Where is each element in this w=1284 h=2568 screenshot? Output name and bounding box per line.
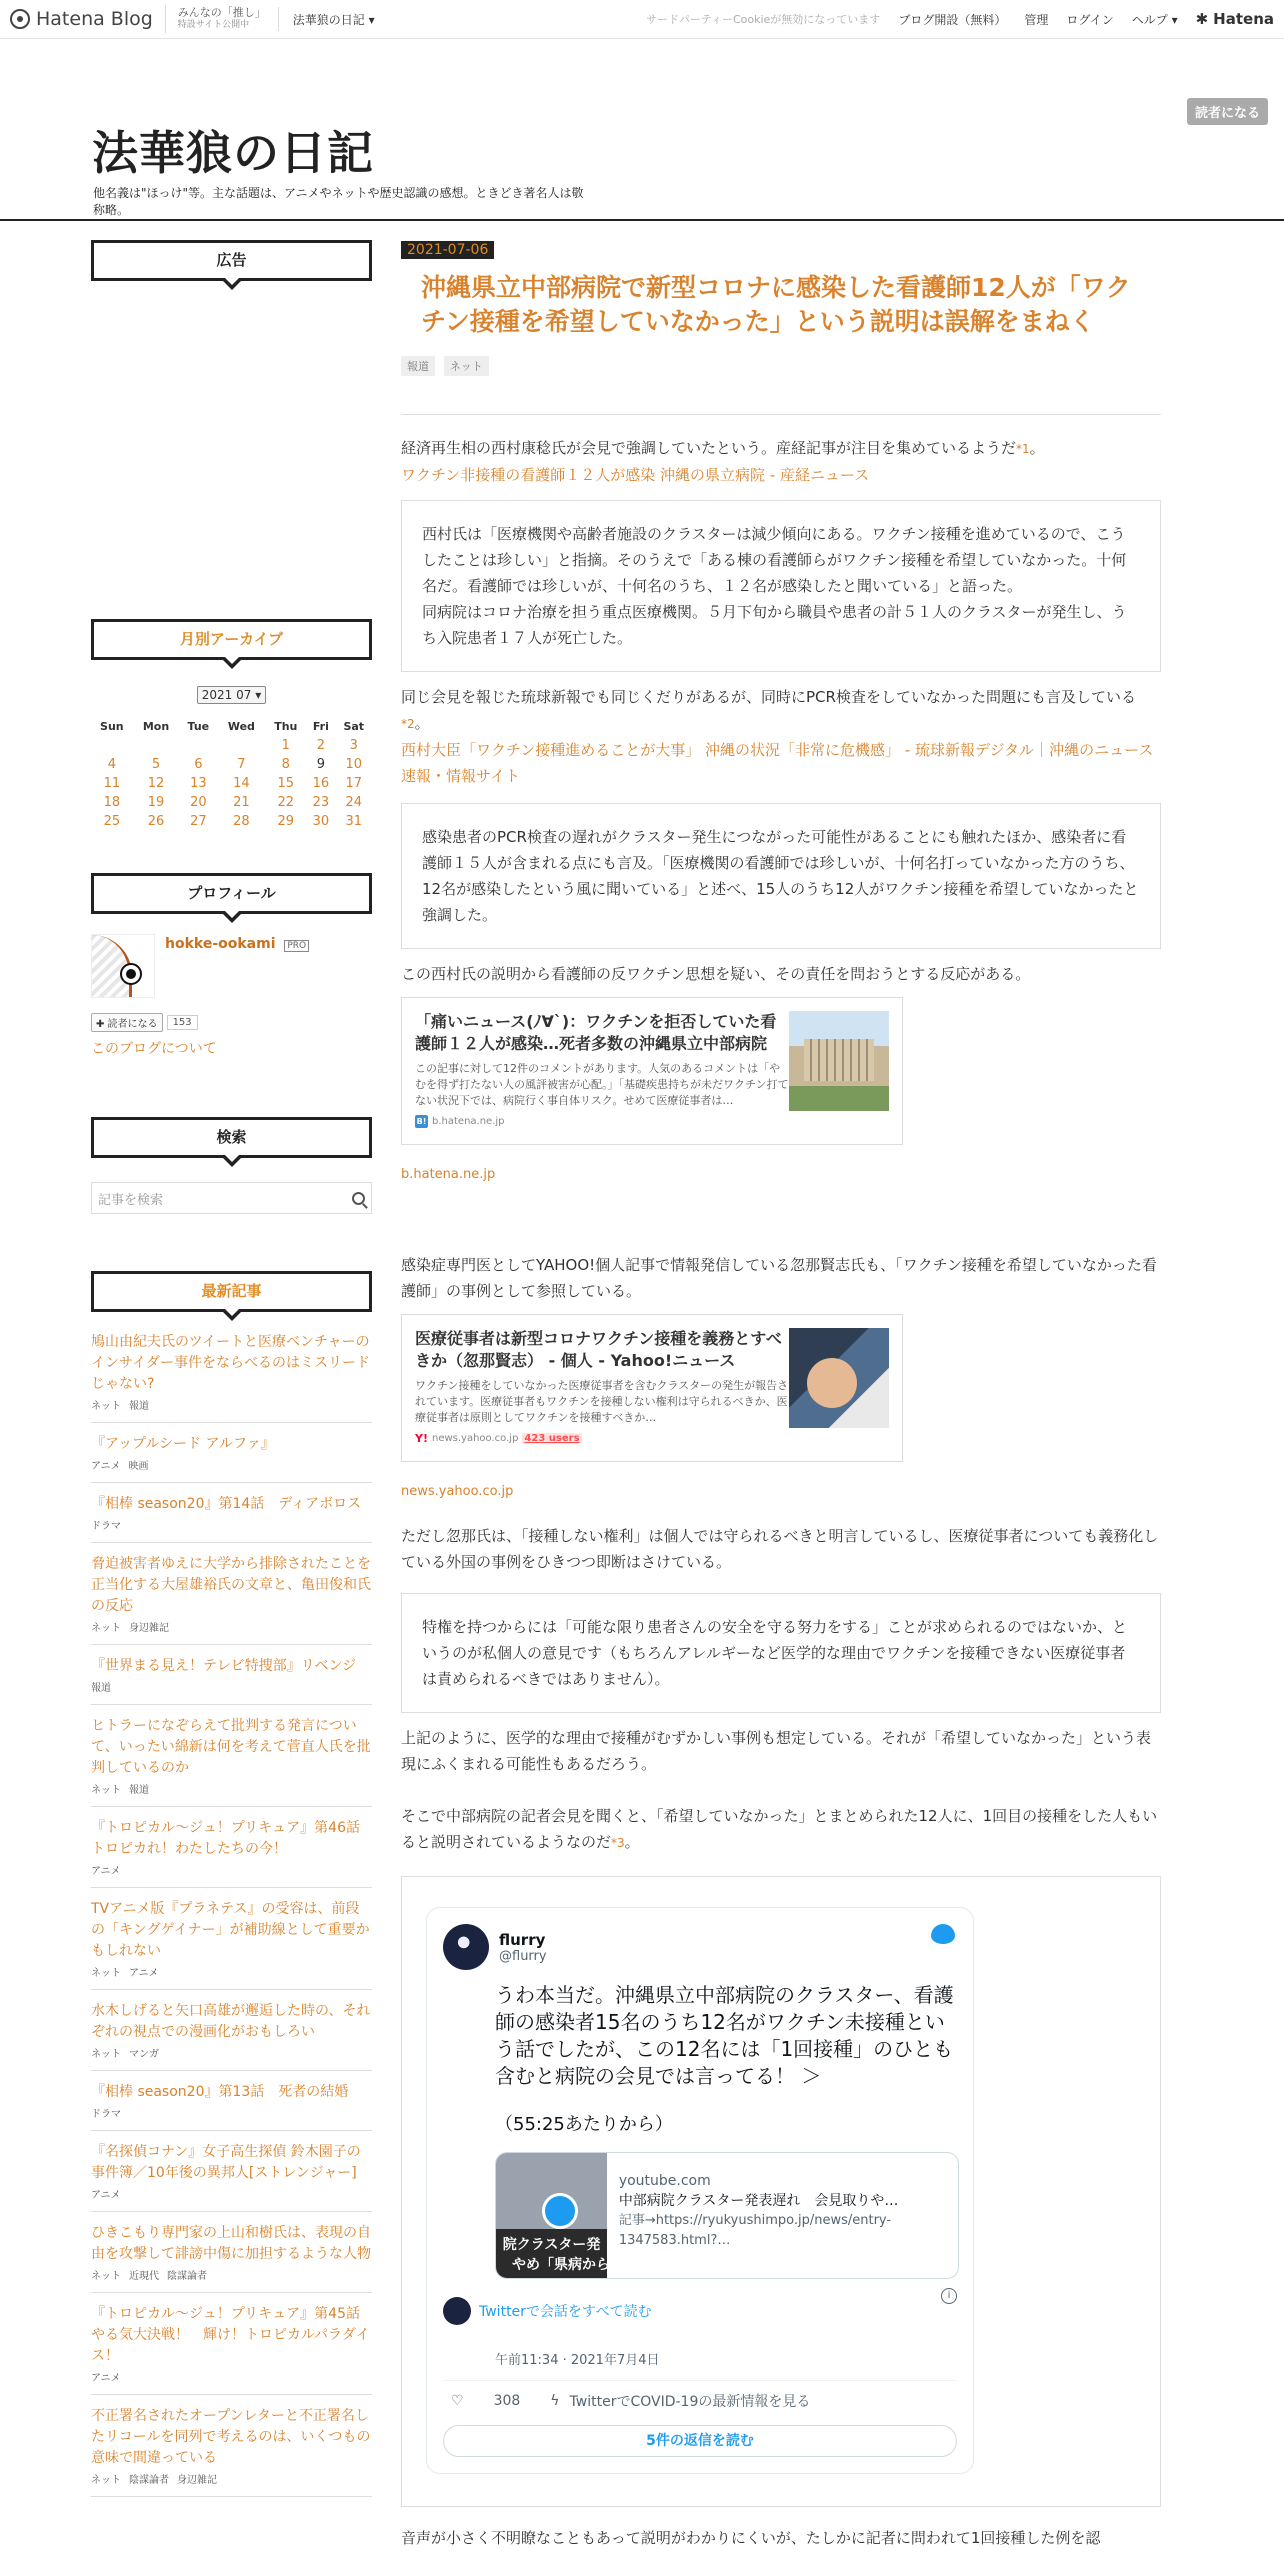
subscribe-button[interactable]: 読者になる bbox=[1187, 98, 1268, 125]
search-input[interactable] bbox=[91, 1182, 372, 1214]
calendar-day[interactable]: 24 bbox=[345, 795, 363, 810]
recent-entry bbox=[91, 1807, 372, 1888]
recent-entry-title[interactable]: 『相棒 season20』第13話 死者の結婚 bbox=[91, 2084, 349, 2100]
embedded-tweet[interactable] bbox=[426, 1907, 974, 2474]
article bbox=[401, 240, 1161, 2551]
blog-menu-dropdown[interactable]: 法華狼の日記 ▾ bbox=[292, 12, 375, 27]
calendar-day[interactable]: 28 bbox=[233, 814, 250, 829]
recent-entry-category[interactable]: 身辺雑記 bbox=[177, 2475, 217, 2486]
calendar-day[interactable]: 26 bbox=[147, 814, 165, 829]
recent-entry-category[interactable]: 映画 bbox=[128, 1461, 149, 1472]
search-placeholder: 記事を検索 bbox=[98, 1192, 164, 1208]
archive-module bbox=[91, 619, 372, 831]
recent-entry bbox=[91, 2395, 372, 2497]
calendar-day bbox=[179, 736, 217, 755]
recent-entry-category[interactable]: 報道 bbox=[129, 1401, 149, 1412]
recent-entry bbox=[91, 1705, 372, 1807]
twitter-bird-icon[interactable] bbox=[931, 1924, 955, 1944]
help-dropdown[interactable]: ヘルプ ▾ bbox=[1131, 12, 1178, 27]
weekday-header: Sun bbox=[100, 719, 124, 733]
embedded-tweet-container bbox=[401, 1876, 1161, 2507]
recent-entry bbox=[91, 2212, 372, 2293]
recent-entry-title[interactable]: ひきこもり専門家の上山和樹氏は、表現の自由を攻撃して誹謗中傷に加担するような人物 bbox=[91, 2225, 371, 2262]
archive-title: 月別アーカイブ bbox=[91, 619, 372, 660]
paragraph: 感染症専門医としてYAHOO!個人記事で情報発信している忽那賢志氏も、「ワクチン接種を希望していなかった看護師」の事例として参照している。 bbox=[401, 1256, 1157, 1300]
tweet-avatar[interactable] bbox=[443, 1924, 489, 1970]
paragraph: そこで中部病院の記者会見を聞くと、「希望していなかった」とまとめられた12人に、1回目の接種をした人もいると説明されているようなのだ*3。 bbox=[401, 1807, 1158, 1851]
archive-month-select[interactable]: 2021 07 ▾ bbox=[197, 686, 266, 704]
hatena-blog-logo[interactable] bbox=[10, 5, 166, 33]
tweet-author-handle[interactable]: @flurry bbox=[499, 1948, 547, 1964]
hatena-blog-icon bbox=[10, 9, 30, 29]
profile-module bbox=[91, 873, 372, 1058]
recent-entry bbox=[91, 1423, 372, 1483]
card-description: 記事→https://ryukyushimpo.jp/news/entry-1347583.html?… bbox=[618, 2213, 892, 2248]
open-blog-link[interactable]: ブログ開設（無料） bbox=[898, 12, 1007, 27]
pro-badge: PRO bbox=[284, 940, 309, 952]
subscriber-count[interactable]: 153 bbox=[167, 1015, 198, 1030]
hatena-label: Hatena bbox=[1213, 10, 1274, 28]
calendar-day[interactable]: 23 bbox=[312, 795, 330, 810]
recent-entry-title[interactable]: TVアニメ版『プラネテス』の受容は、前段の「キングゲイナー」が補助線として重要かもしれない bbox=[91, 1901, 370, 1959]
recent-entry bbox=[91, 1645, 372, 1705]
calendar-day bbox=[91, 736, 133, 755]
category-tag[interactable]: 報道 bbox=[401, 356, 435, 376]
weekday-header: Fri bbox=[312, 719, 329, 733]
paragraph: 音声が小さく不明瞭なこともあって説明がわかりにくいが、たしかに記者に問われて1回接種した例を認 bbox=[401, 2529, 1101, 2547]
bolt-icon: ϟ bbox=[550, 2393, 560, 2409]
blog-title-area bbox=[0, 39, 1284, 221]
recent-entry-title[interactable]: 『トロピカル～ジュ！プリキュア』第46話 トロピカれ！わたしたちの今！ bbox=[91, 1820, 374, 1857]
blog-title[interactable]: 法華狼の日記 bbox=[92, 126, 374, 180]
quote-block: 西村氏は「医療機関や高齢者施設のクラスターは減少傾向にある。ワクチン接種を進めているので、こうしたことは珍しい」と指摘。そのうえで「ある棟の看護師らがワクチン接種を希望していなかった。十何名だ。看護師では珍しいが、十何名のうち、１２名が感染したと聞いている」と語った。 同病院はコロナ治療を担う重点医療機関。５月下旬から職員や患者の計５１人のクラスターが発生し、うち入院患者１７人が死亡した。 bbox=[401, 500, 1161, 672]
search-title: 検索 bbox=[91, 1117, 372, 1158]
paragraph: 経済再生相の西村康稔氏が会見で強調していたという。産経記事が注目を集めているようだ*1。 ワクチン非接種の看護師１２人が感染 沖縄の県立病院 - 産経ニュース bbox=[401, 439, 1045, 484]
recent-entry bbox=[91, 1332, 372, 1423]
recent-entry-title[interactable]: 『トロピカル～ジュ！プリキュア』第45話 やる気大決戦！ 輝け！トロピカルパラダイス！ bbox=[91, 2306, 374, 2364]
tweet-timestamp[interactable]: 午前11:34 · 2021年7月4日 bbox=[495, 2353, 660, 2368]
recent-entry bbox=[91, 2131, 372, 2212]
profile-title: プロフィール bbox=[91, 873, 372, 914]
recent-entry-category[interactable]: 近現代 bbox=[129, 2271, 159, 2282]
hospital-thumbnail bbox=[789, 1011, 889, 1111]
category-tag[interactable]: ネット bbox=[444, 356, 489, 376]
hatena-blog-brand: Hatena Blog bbox=[36, 8, 153, 30]
calendar-day[interactable]: 27 bbox=[190, 814, 207, 829]
info-icon[interactable]: i bbox=[941, 2288, 957, 2304]
ryukyu-link[interactable]: 西村大臣「ワクチン接種進めることが大事」 沖縄の状況「非常に危機感」 - 琉球新報デジタル｜沖縄のニュース速報・情報サイト bbox=[401, 741, 1154, 785]
calendar-day bbox=[133, 736, 180, 755]
recent-entry-title[interactable]: 不正署名されたオープンレターと不正署名したリコールを同列で考えるのは、いくつもの意味で間違っている bbox=[91, 2408, 371, 2466]
promo-line2: 特設サイト公開中 bbox=[177, 20, 250, 30]
card-domain: youtube.com bbox=[618, 2173, 711, 2189]
calendar-day[interactable]: 4 bbox=[107, 757, 116, 772]
recent-entry-title[interactable]: 『アップルシード アルファ』 bbox=[91, 1436, 275, 1452]
recent-entry-category[interactable]: ネット bbox=[91, 2049, 121, 2060]
calendar-day[interactable]: 16 bbox=[312, 776, 330, 791]
recent-entry-category[interactable]: ネット bbox=[91, 1401, 121, 1412]
article-title[interactable]: 沖縄県立中部病院で新型コロナに感染した看護師12人が「ワクチン接種を希望していなかった」という説明は誤解をまねく bbox=[421, 273, 1131, 336]
recent-entry-category[interactable]: アニメ bbox=[91, 1461, 121, 1472]
calendar-day[interactable]: 5 bbox=[151, 757, 161, 772]
recent-entry-title[interactable]: 鳩山由紀夫氏のツイートと医療ベンチャーのインサイダー事件をならべるのはミスリードじゃない? bbox=[91, 1334, 371, 1392]
calendar-day[interactable]: 31 bbox=[345, 814, 363, 829]
recent-list bbox=[91, 1332, 372, 2497]
read-conversation-link[interactable]: Twitterで会話をすべて読む bbox=[443, 2297, 957, 2325]
recent-entry bbox=[91, 1483, 372, 1543]
recent-entry-category[interactable]: アニメ bbox=[91, 2190, 121, 2201]
thumbnail-caption: 院クラスター発 りやめ「県病から bbox=[502, 2237, 620, 2273]
search-icon[interactable] bbox=[352, 1192, 365, 1205]
calendar-day[interactable]: 30 bbox=[312, 814, 330, 829]
yahoo-icon: Y! bbox=[415, 1432, 428, 1445]
calendar-day[interactable]: 2 bbox=[316, 738, 326, 753]
weekday-header: Mon bbox=[142, 719, 170, 733]
calendar-day[interactable]: 8 bbox=[281, 757, 290, 772]
sidebar-subscribe-button[interactable]: ✚ 読者になる bbox=[91, 1013, 163, 1032]
card-description: ワクチン接種をしていなかった医療従事者を含むクラスターの発生が報告されています。医療従事者もワクチンを接種しない権利は守られるべきか、医療従事者は原則としてワクチンを接種すべきか… bbox=[415, 1379, 789, 1424]
recent-entry-category[interactable]: ドラマ bbox=[91, 2109, 121, 2120]
recent-entry-category[interactable]: 陰謀論者 bbox=[167, 2271, 207, 2282]
source-link[interactable]: b.hatena.ne.jp bbox=[401, 1167, 496, 1182]
calendar-day[interactable]: 3 bbox=[349, 738, 358, 753]
recent-entry bbox=[91, 2071, 372, 2131]
read-replies-button[interactable]: 5件の返信を読む bbox=[443, 2425, 957, 2457]
card-description: この記事に対して12件のコメントがあります。人気のあるコメントは「やむを得ず打たない人の風評被害が心配。」「基礎疾患持ちが未だワクチン打てない状況下では、病院行く事自体リスク。せめて医療従事者は… bbox=[415, 1062, 789, 1107]
calendar-day[interactable]: 17 bbox=[345, 776, 363, 791]
hatena-bookmark-icon: B! bbox=[416, 1117, 427, 1126]
recent-entry-category[interactable]: 報道 bbox=[129, 1785, 149, 1796]
quote-block: 特権を持つからには「可能な限り患者さんの安全を守る努力をする」ことが求められるのではないか、というのが私個人の意見です（もちろんアレルギーなど医学的な理由でワクチンを接種できない医療従事者は責められるべきではありません）。 bbox=[401, 1593, 1161, 1713]
recent-entry-category[interactable]: 報道 bbox=[91, 1683, 111, 1694]
recent-entry bbox=[91, 1543, 372, 1645]
header-right-nav bbox=[646, 10, 1274, 28]
calendar-day bbox=[217, 736, 265, 755]
tweet-text: うわ本当だ。沖縄県立中部病院のクラスター、看護師の感染者15名のうち12名がワクチン未接種という話でしたが、この12名には「1回接種」のひとも含むと病院の会見では言ってる！ ＞ bbox=[495, 1983, 954, 2088]
global-header bbox=[0, 0, 1284, 39]
card-title: 中部病院クラスター発表遅れ 会見取りや… bbox=[618, 2193, 899, 2209]
recent-entry-category[interactable]: マンガ bbox=[129, 2049, 159, 2060]
vaccine-thumbnail bbox=[789, 1328, 889, 1428]
calendar-day[interactable]: 29 bbox=[277, 814, 295, 829]
paragraph: 同じ会見を報じた琉球新報でも同じくだりがあるが、同時にPCR検査をしていなかった問題にも言及している*2。 西村大臣「ワクチン接種進めることが大事」 沖縄の状況「非常に危機感」 - 琉球新報デジタル｜沖縄のニュース速報・情報サイト bbox=[401, 688, 1154, 785]
recent-entry bbox=[91, 1990, 372, 2071]
hatena-bookmark-card[interactable] bbox=[401, 997, 903, 1145]
calendar-day[interactable]: 10 bbox=[345, 757, 363, 772]
recent-entry-category[interactable]: ネット bbox=[91, 2475, 121, 2486]
calendar-day[interactable]: 7 bbox=[237, 757, 246, 772]
calendar-day[interactable]: 18 bbox=[103, 795, 121, 810]
yahoo-news-card[interactable] bbox=[401, 1314, 903, 1462]
quote-block: 感染患者のPCR検査の遅れがクラスター発生につながった可能性があることにも触れたほか、感染者に看護師１５人が含まれる点にも言及。「医療機関の看護師では珍しいが、十何名打っていなかった方のうち、12名が感染したという風に聞いている」と述べ、15人のうち12人がワクチン接種を希望していなかったと強調した。 bbox=[401, 803, 1161, 949]
tweet-link-card[interactable] bbox=[495, 2152, 959, 2279]
recent-entry-category[interactable]: 身辺雑記 bbox=[129, 1623, 169, 1634]
article-date[interactable]: 2021-07-06 bbox=[401, 241, 494, 259]
hatena-star-icon: ✱ bbox=[1195, 10, 1209, 28]
blog-description: 他名義は"ほっけ"等。主な話題は、アニメやネットや歴史認識の感想。ときどき著名人は敬称略。 bbox=[93, 186, 584, 217]
recent-entry-category[interactable]: ネット bbox=[91, 1623, 121, 1634]
profile-avatar[interactable] bbox=[91, 934, 155, 998]
paragraph: 上記のように、医学的な理由で接種がむずかしい事例も想定している。それが「希望していなかった」という表現にふくまれる可能性もあるだろう。 bbox=[401, 1729, 1152, 1773]
calendar-day[interactable]: 12 bbox=[147, 776, 165, 791]
calendar-day[interactable]: 1 bbox=[281, 738, 290, 753]
mini-avatar bbox=[443, 2297, 471, 2325]
recent-entry-category[interactable]: ドラマ bbox=[91, 1521, 121, 1532]
manage-link[interactable]: 管理 bbox=[1024, 12, 1049, 27]
title-divider bbox=[401, 414, 1161, 415]
ad-title: 広告 bbox=[91, 240, 372, 281]
footnote-link[interactable]: *1 bbox=[1016, 442, 1030, 456]
recent-entry-title[interactable]: 『相棒 season20』第14話 ディアボロス bbox=[91, 1496, 362, 1512]
calendar-day[interactable]: 22 bbox=[277, 795, 295, 810]
card-title: 「痛いニュース(ﾉ∀`)：ワクチンを拒否していた看護師１２人が感染…死者多数の沖縄県立中部病院 bbox=[415, 1012, 777, 1053]
youtube-thumbnail bbox=[496, 2153, 620, 2279]
play-icon bbox=[542, 2193, 578, 2229]
recent-entry-category[interactable]: ネット bbox=[91, 1785, 121, 1796]
card-title: 医療従事者は新型コロナワクチン接種を義務とすべきか（忽那賢志） - 個人 - Yahoo!ニュース bbox=[415, 1329, 782, 1370]
ad-module bbox=[91, 240, 372, 281]
paragraph: この西村氏の説明から看護師の反ワクチン思想を疑い、その責任を問おうとする反応がある。 bbox=[401, 965, 1031, 983]
recent-entry-title[interactable]: 水木しげると矢口高雄が邂逅した時の、それぞれの視点での漫画化がおもしろい bbox=[91, 2003, 371, 2040]
recent-entry-title[interactable]: 『世界まる見え！テレビ特捜部』リベンジ bbox=[91, 1658, 357, 1674]
footnote-link[interactable]: *2 bbox=[401, 717, 415, 731]
calendar-day[interactable]: 6 bbox=[194, 757, 203, 772]
calendar-day[interactable]: 15 bbox=[277, 776, 295, 791]
calendar-day: 9 bbox=[316, 757, 326, 772]
sankei-link[interactable]: ワクチン非接種の看護師１２人が感染 沖縄の県立病院 - 産経ニュース bbox=[401, 466, 870, 484]
recent-entry-category[interactable]: アニメ bbox=[129, 1968, 159, 1979]
bookmark-users-count[interactable]: 423 users bbox=[524, 1433, 580, 1444]
login-link[interactable]: ログイン bbox=[1066, 12, 1114, 27]
tweet-text-timestamp: （55:25あたりから） bbox=[495, 2114, 673, 2135]
sidebar bbox=[91, 240, 372, 2497]
calendar-day[interactable]: 13 bbox=[190, 776, 207, 791]
recent-title: 最新記事 bbox=[91, 1271, 372, 1312]
paragraph: ただし忽那氏は、「接種しない権利」は個人では守られるべきと明言しているし、医療従事者についても義務化している外国の事例をひきつつ即断はさけている。 bbox=[401, 1527, 1159, 1571]
source-link[interactable]: news.yahoo.co.jp bbox=[401, 1484, 514, 1499]
recent-entry-category[interactable]: ネット bbox=[91, 2271, 121, 2282]
recent-entry-category[interactable]: ネット bbox=[91, 1968, 121, 1979]
calendar-day[interactable]: 21 bbox=[233, 795, 250, 810]
recent-entry bbox=[91, 2293, 372, 2395]
about-blog-link[interactable]: このブログについて bbox=[91, 1041, 217, 1057]
calendar-day[interactable]: 19 bbox=[147, 795, 165, 810]
hatena-link[interactable] bbox=[1196, 10, 1274, 28]
covid-info-link[interactable]: TwitterでCOVID-19の最新情報を見る bbox=[569, 2394, 811, 2410]
weekday-header: Thu bbox=[274, 719, 298, 733]
promo-line1: みんなの「推し」 bbox=[177, 6, 266, 19]
recent-entry bbox=[91, 1888, 372, 1990]
calendar-day[interactable]: 11 bbox=[103, 776, 121, 791]
recent-entry-category[interactable]: アニメ bbox=[91, 2373, 121, 2384]
card-site: b.hatena.ne.jp bbox=[432, 1116, 505, 1127]
weekday-header: Tue bbox=[187, 719, 210, 733]
tweet-author-name[interactable]: flurry bbox=[499, 1930, 546, 1949]
search-module bbox=[91, 1117, 372, 1214]
like-icon[interactable]: ♡ bbox=[451, 2393, 464, 2409]
profile-name[interactable]: hokke-ookami bbox=[165, 936, 276, 952]
recent-module bbox=[91, 1271, 372, 2497]
weekday-header: Sat bbox=[343, 719, 365, 733]
recent-entry-title[interactable]: 『名探偵コナン』女子高生探偵 鈴木園子の事件簿／10年後の異邦人[ストレンジャー] bbox=[91, 2144, 361, 2181]
card-site: news.yahoo.co.jp bbox=[431, 1433, 519, 1444]
recent-entry-title[interactable]: 脅迫被害者ゆえに大学から排除されたことを正当化する大屋雄裕氏の文章と、亀田俊和氏の反応 bbox=[91, 1556, 371, 1614]
weekday-header: Wed bbox=[227, 719, 255, 733]
calendar-day[interactable]: 14 bbox=[233, 776, 250, 791]
footnote-link[interactable]: *3 bbox=[611, 1836, 625, 1850]
recent-entry-title[interactable]: ヒトラーになぞらえて批判する発言について、いったい綿新は何を考えて菅直人氏を批判しているのか bbox=[91, 1718, 371, 1776]
like-count[interactable]: 308 bbox=[493, 2393, 521, 2409]
promo-banner[interactable] bbox=[178, 7, 279, 31]
calendar-day[interactable]: 20 bbox=[190, 795, 207, 810]
cookie-notice: サードパーティーCookieが無効になっています bbox=[646, 13, 881, 26]
calendar bbox=[91, 716, 372, 831]
recent-entry-category[interactable]: 陰謀論者 bbox=[129, 2475, 169, 2486]
recent-entry-category[interactable]: アニメ bbox=[91, 1866, 121, 1877]
calendar-day[interactable]: 25 bbox=[103, 814, 121, 829]
